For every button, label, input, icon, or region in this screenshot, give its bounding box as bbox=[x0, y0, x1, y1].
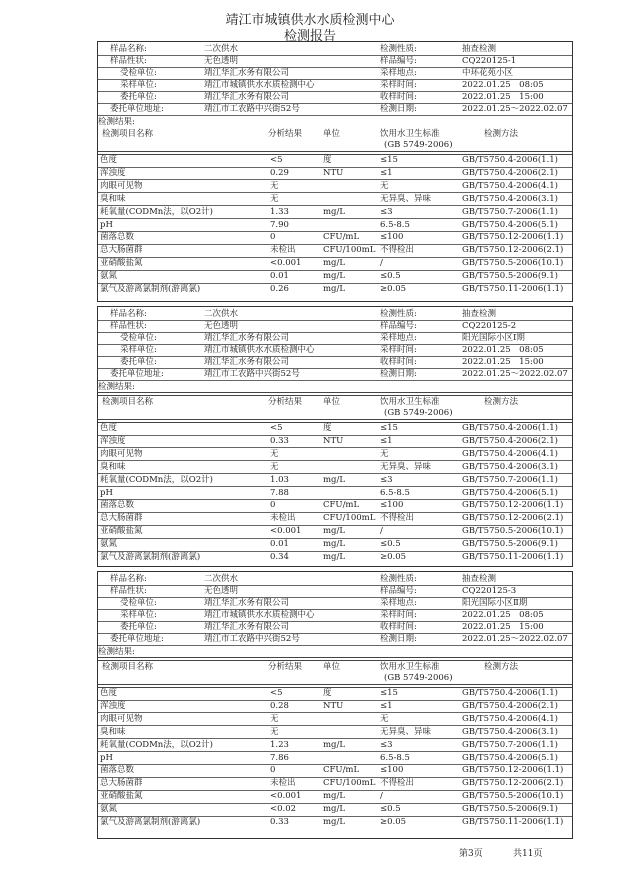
table-cell-method: GB/T5750.7-2006(1.1) bbox=[462, 739, 558, 750]
table-rule bbox=[98, 115, 572, 116]
info-value: 靖江华汇水务有限公司 bbox=[204, 357, 290, 367]
table-cell-method: GB/T5750.4-2006(3.1) bbox=[462, 461, 558, 472]
info-value: 2022.01.25 15:00 bbox=[462, 622, 544, 632]
table-cell-result: <5 bbox=[270, 688, 283, 698]
column-header: 单位 bbox=[323, 397, 341, 407]
table-cell-item: pH bbox=[100, 219, 113, 230]
table-cell-standard: 不得检出 bbox=[380, 245, 415, 256]
info-value: 靖江华汇水务有限公司 bbox=[204, 622, 290, 632]
table-cell-unit: CFU/mL bbox=[323, 500, 360, 511]
table-cell-item: 氨氮 bbox=[100, 804, 118, 815]
table-cell-method: GB/T5750.12-2006(2.1) bbox=[462, 513, 564, 524]
column-header: 分析结果 bbox=[268, 662, 303, 672]
table-cell-unit: mg/L bbox=[323, 552, 346, 562]
table-cell-item: 氯气及游离氯制剂(游离氯) bbox=[100, 284, 201, 294]
table-cell-method: GB/T5750.11-2006(1.1) bbox=[462, 284, 564, 294]
info-label: 样品编号: bbox=[380, 321, 417, 331]
table-cell-method: GB/T5750.11-2006(1.1) bbox=[462, 552, 564, 562]
table-cell-method: GB/T5750.4-2006(4.1) bbox=[462, 448, 558, 459]
column-header: (GB 5749-2006) bbox=[384, 408, 453, 418]
table-cell-method: GB/T5750.5-2006(10.1) bbox=[462, 526, 564, 537]
table-cell-method: GB/T5750.7-2006(1.1) bbox=[462, 206, 558, 217]
table-cell-method: GB/T5750.12-2006(1.1) bbox=[462, 500, 564, 511]
info-label: 采样时间: bbox=[380, 610, 417, 620]
table-cell-standard: 无 bbox=[380, 713, 389, 724]
table-cell-item: 总大肠菌群 bbox=[100, 778, 143, 789]
table-cell-unit: CFU/100mL bbox=[323, 778, 376, 789]
column-header: 检测方法 bbox=[484, 397, 519, 407]
info-value: 靖江市城镇供水水质检测中心 bbox=[204, 610, 315, 620]
table-cell-standard: 不得检出 bbox=[380, 513, 415, 524]
info-label: 委托单位地址: bbox=[110, 634, 164, 644]
report-title: 靖江市城镇供水水质检测中心 bbox=[225, 13, 395, 28]
table-cell-result: 无 bbox=[270, 726, 279, 737]
table-cell-item: 氨氮 bbox=[100, 539, 118, 550]
table-cell-standard: ≤0.5 bbox=[380, 271, 401, 282]
table-cell-standard: ≤1 bbox=[380, 167, 393, 178]
table-cell-item: 色度 bbox=[100, 155, 118, 165]
info-label: 样品性状: bbox=[110, 586, 147, 596]
info-label: 采样地点: bbox=[380, 333, 417, 343]
column-header: 检测方法 bbox=[484, 662, 519, 672]
info-value: 二次供水 bbox=[204, 309, 239, 319]
table-cell-unit: CFU/100mL bbox=[323, 245, 376, 256]
table-cell-unit: CFU/mL bbox=[323, 765, 360, 776]
table-cell-result: 1.33 bbox=[270, 206, 289, 217]
table-cell-item: 亚硝酸盐氮 bbox=[100, 526, 143, 537]
table-rule bbox=[98, 657, 572, 661]
info-label: 样品编号: bbox=[380, 56, 417, 66]
sample-block bbox=[97, 571, 573, 839]
table-cell-item: 氨氮 bbox=[100, 271, 118, 282]
table-cell-unit: mg/L bbox=[323, 526, 346, 537]
table-cell-item: 氯气及游离氯制剂(游离氯) bbox=[100, 552, 201, 562]
info-value: 靖江市城镇供水水质检测中心 bbox=[204, 345, 315, 355]
info-value: 2022.01.25 08:05 bbox=[462, 610, 544, 620]
table-cell-unit: mg/L bbox=[323, 284, 346, 294]
table-cell-item: 臭和味 bbox=[100, 461, 126, 472]
info-value: 靖江华汇水务有限公司 bbox=[204, 333, 290, 343]
table-cell-result: 无 bbox=[270, 448, 279, 459]
info-value: 阳光国际小区Ⅰ期 bbox=[462, 333, 525, 343]
table-cell-result: 1.23 bbox=[270, 739, 289, 750]
table-cell-result: 未检出 bbox=[270, 513, 296, 524]
column-header: 饮用水卫生标准 bbox=[380, 662, 440, 672]
info-value: 靖江华汇水务有限公司 bbox=[204, 598, 290, 608]
table-cell-unit: 度 bbox=[323, 423, 332, 433]
info-label: 样品编号: bbox=[380, 586, 417, 596]
info-value: 靖江华汇水务有限公司 bbox=[204, 92, 290, 102]
table-cell-result: 0 bbox=[270, 765, 276, 776]
table-cell-standard: ≤3 bbox=[380, 474, 393, 485]
table-cell-standard: 无 bbox=[380, 448, 389, 459]
table-cell-result: 无 bbox=[270, 180, 279, 191]
table-cell-result: 未检出 bbox=[270, 778, 296, 789]
table-cell-result: 无 bbox=[270, 713, 279, 724]
info-value: CQ220125-2 bbox=[462, 321, 517, 331]
column-header: (GB 5749-2006) bbox=[384, 140, 453, 150]
column-header: 检测项目名称 bbox=[102, 662, 154, 672]
table-cell-method: GB/T5750.12-2006(1.1) bbox=[462, 765, 564, 776]
table-cell-item: 菌落总数 bbox=[100, 500, 135, 511]
table-cell-result: 未检出 bbox=[270, 245, 296, 256]
column-header: (GB 5749-2006) bbox=[384, 673, 453, 683]
info-value: 二次供水 bbox=[204, 44, 239, 54]
table-cell-standard: ≤1 bbox=[380, 435, 393, 446]
column-header: 检测项目名称 bbox=[102, 397, 154, 407]
table-cell-method: GB/T5750.4-2006(5.1) bbox=[462, 752, 558, 763]
table-cell-unit: mg/L bbox=[323, 258, 346, 269]
table-cell-method: GB/T5750.4-2006(3.1) bbox=[462, 726, 558, 737]
info-label: 收样时间: bbox=[380, 92, 417, 102]
table-cell-standard: ≤15 bbox=[380, 423, 398, 433]
table-cell-item: 总大肠菌群 bbox=[100, 245, 143, 256]
info-value: 抽查检测 bbox=[462, 44, 497, 54]
table-cell-method: GB/T5750.5-2006(9.1) bbox=[462, 539, 558, 550]
table-cell-standard: / bbox=[380, 526, 383, 537]
table-cell-result: 0.26 bbox=[270, 284, 289, 294]
info-value: 2022.01.25 15:00 bbox=[462, 357, 544, 367]
results-label: 检测结果: bbox=[98, 117, 135, 127]
table-cell-method: GB/T5750.12-2006(2.1) bbox=[462, 778, 564, 789]
table-cell-result: <0.001 bbox=[270, 258, 302, 269]
table-cell-unit: mg/L bbox=[323, 791, 346, 802]
table-cell-standard: 不得检出 bbox=[380, 778, 415, 789]
table-cell-item: 菌落总数 bbox=[100, 765, 135, 776]
info-label: 样品名称: bbox=[110, 574, 147, 584]
info-value: 2022.01.25 15:00 bbox=[462, 92, 544, 102]
table-rule bbox=[98, 645, 572, 646]
table-cell-result: 0.28 bbox=[270, 700, 289, 711]
table-cell-item: 肉眼可见物 bbox=[100, 180, 143, 191]
table-cell-standard: ≤15 bbox=[380, 155, 398, 165]
table-cell-standard: ≥0.05 bbox=[380, 817, 407, 827]
table-cell-item: 浑浊度 bbox=[100, 435, 126, 446]
table-cell-result: 0.29 bbox=[270, 167, 289, 178]
info-label: 受检单位: bbox=[120, 598, 157, 608]
info-label: 采样时间: bbox=[380, 345, 417, 355]
info-label: 检测日期: bbox=[380, 369, 417, 379]
table-cell-result: 0.33 bbox=[270, 435, 289, 446]
table-cell-standard: ≥0.05 bbox=[380, 552, 407, 562]
table-cell-method: GB/T5750.5-2006(9.1) bbox=[462, 804, 558, 815]
table-cell-item: 臭和味 bbox=[100, 726, 126, 737]
table-cell-item: 耗氧量(CODMn法，以O2计) bbox=[100, 474, 213, 485]
info-value: 靖江市工农路中兴街52号 bbox=[204, 369, 300, 379]
info-label: 样品名称: bbox=[110, 309, 147, 319]
info-value: 2022.01.25～2022.02.07 bbox=[462, 369, 568, 379]
table-cell-method: GB/T5750.4-2006(5.1) bbox=[462, 219, 558, 230]
table-cell-unit: mg/L bbox=[323, 474, 346, 485]
info-label: 受检单位: bbox=[120, 333, 157, 343]
table-cell-unit: NTU bbox=[323, 700, 344, 711]
table-cell-unit: CFU/100mL bbox=[323, 513, 376, 524]
table-cell-standard: 无异臭、异味 bbox=[380, 726, 432, 737]
sample-block bbox=[97, 41, 573, 302]
info-value: 中环花苑小区 bbox=[462, 68, 514, 78]
table-cell-result: <5 bbox=[270, 423, 283, 433]
table-cell-item: 色度 bbox=[100, 423, 118, 433]
table-cell-standard: ≤3 bbox=[380, 206, 393, 217]
column-header: 单位 bbox=[323, 662, 341, 672]
table-cell-item: 菌落总数 bbox=[100, 232, 135, 243]
table-cell-item: pH bbox=[100, 487, 113, 498]
table-cell-unit: mg/L bbox=[323, 206, 346, 217]
table-cell-result: 0.34 bbox=[270, 552, 289, 562]
info-value: 阳光国际小区Ⅱ期 bbox=[462, 598, 528, 608]
table-cell-unit: mg/L bbox=[323, 539, 346, 550]
info-label: 收样时间: bbox=[380, 357, 417, 367]
table-cell-standard: 6.5-8.5 bbox=[380, 219, 410, 230]
table-cell-standard: ≤100 bbox=[380, 232, 404, 243]
page-number: 第3页 bbox=[459, 849, 483, 859]
info-label: 采样地点: bbox=[380, 68, 417, 78]
table-cell-standard: ≤15 bbox=[380, 688, 398, 698]
column-header: 分析结果 bbox=[268, 129, 303, 139]
info-label: 采样单位: bbox=[120, 80, 157, 90]
table-cell-method: GB/T5750.4-2006(2.1) bbox=[462, 167, 558, 178]
info-value: CQ220125-1 bbox=[462, 56, 517, 66]
table-cell-standard: ≤100 bbox=[380, 500, 404, 511]
info-label: 委托单位: bbox=[120, 622, 157, 632]
table-cell-method: GB/T5750.4-2006(2.1) bbox=[462, 700, 558, 711]
table-cell-item: 色度 bbox=[100, 688, 118, 698]
table-cell-unit: NTU bbox=[323, 167, 344, 178]
table-cell-result: 无 bbox=[270, 461, 279, 472]
table-cell-unit: NTU bbox=[323, 435, 344, 446]
table-cell-method: GB/T5750.4-2006(1.1) bbox=[462, 423, 558, 433]
table-cell-item: 肉眼可见物 bbox=[100, 713, 143, 724]
table-cell-result: 无 bbox=[270, 193, 279, 204]
table-cell-method: GB/T5750.4-2006(3.1) bbox=[462, 193, 558, 204]
info-label: 采样单位: bbox=[120, 610, 157, 620]
info-label: 检测性质: bbox=[380, 44, 417, 54]
table-cell-standard: 6.5-8.5 bbox=[380, 487, 410, 498]
column-header: 单位 bbox=[323, 129, 341, 139]
info-value: 2022.01.25 08:05 bbox=[462, 80, 544, 90]
info-value: 抽查检测 bbox=[462, 309, 497, 319]
table-cell-unit: mg/L bbox=[323, 804, 346, 815]
info-label: 委托单位: bbox=[120, 92, 157, 102]
table-cell-unit: mg/L bbox=[323, 817, 346, 827]
table-cell-result: 7.90 bbox=[270, 219, 289, 230]
table-cell-item: 耗氧量(CODMn法，以O2计) bbox=[100, 739, 213, 750]
table-cell-unit: mg/L bbox=[323, 739, 346, 750]
info-value: 靖江华汇水务有限公司 bbox=[204, 68, 290, 78]
table-cell-item: 耗氧量(CODMn法，以O2计) bbox=[100, 206, 213, 217]
page-total: 共11页 bbox=[513, 849, 543, 859]
info-value: 抽查检测 bbox=[462, 574, 497, 584]
table-cell-standard: 无异臭、异味 bbox=[380, 461, 432, 472]
column-header: 检测项目名称 bbox=[102, 129, 154, 139]
info-value: 无色透明 bbox=[204, 586, 239, 596]
table-cell-method: GB/T5750.5-2006(10.1) bbox=[462, 258, 564, 269]
table-cell-item: 氯气及游离氯制剂(游离氯) bbox=[100, 817, 201, 827]
info-label: 采样单位: bbox=[120, 345, 157, 355]
table-cell-item: pH bbox=[100, 752, 113, 763]
info-value: 无色透明 bbox=[204, 56, 239, 66]
table-cell-method: GB/T5750.4-2006(1.1) bbox=[462, 688, 558, 698]
table-cell-result: 7.86 bbox=[270, 752, 289, 763]
table-cell-item: 亚硝酸盐氮 bbox=[100, 791, 143, 802]
info-value: CQ220125-3 bbox=[462, 586, 517, 596]
table-cell-standard: ≤100 bbox=[380, 765, 404, 776]
table-cell-item: 亚硝酸盐氮 bbox=[100, 258, 143, 269]
table-cell-method: GB/T5750.4-2006(4.1) bbox=[462, 713, 558, 724]
table-cell-method: GB/T5750.4-2006(2.1) bbox=[462, 435, 558, 446]
table-cell-standard: 无异臭、异味 bbox=[380, 193, 432, 204]
report-subtitle: 检测报告 bbox=[283, 29, 336, 44]
table-cell-result: 1.03 bbox=[270, 474, 289, 485]
info-value: 无色透明 bbox=[204, 321, 239, 331]
table-cell-standard: ≤0.5 bbox=[380, 804, 401, 815]
table-cell-method: GB/T5750.12-2006(1.1) bbox=[462, 232, 564, 243]
table-rule bbox=[98, 380, 572, 381]
table-cell-result: 0 bbox=[270, 500, 276, 511]
info-value: 二次供水 bbox=[204, 574, 239, 584]
info-label: 采样时间: bbox=[380, 80, 417, 90]
table-cell-unit: 度 bbox=[323, 155, 332, 165]
column-header: 饮用水卫生标准 bbox=[380, 397, 440, 407]
info-label: 样品性状: bbox=[110, 321, 147, 331]
table-cell-result: 0.01 bbox=[270, 539, 289, 550]
info-value: 靖江市工农路中兴街52号 bbox=[204, 634, 300, 644]
info-label: 样品名称: bbox=[110, 44, 147, 54]
table-cell-standard: ≤3 bbox=[380, 739, 393, 750]
table-cell-standard: ≥0.05 bbox=[380, 284, 407, 294]
table-cell-item: 总大肠菌群 bbox=[100, 513, 143, 524]
results-label: 检测结果: bbox=[98, 382, 135, 392]
table-rule bbox=[98, 392, 572, 396]
table-cell-standard: 6.5-8.5 bbox=[380, 752, 410, 763]
table-cell-result: 0.33 bbox=[270, 817, 289, 827]
info-value: 靖江市工农路中兴街52号 bbox=[204, 104, 300, 114]
info-label: 委托单位地址: bbox=[110, 369, 164, 379]
table-cell-standard: ≤1 bbox=[380, 700, 393, 711]
table-cell-method: GB/T5750.4-2006(1.1) bbox=[462, 155, 558, 165]
table-cell-unit: CFU/mL bbox=[323, 232, 360, 243]
info-value: 靖江市城镇供水水质检测中心 bbox=[204, 80, 315, 90]
table-cell-result: 0.01 bbox=[270, 271, 289, 282]
table-cell-method: GB/T5750.4-2006(5.1) bbox=[462, 487, 558, 498]
info-label: 委托单位: bbox=[120, 357, 157, 367]
info-label: 收样时间: bbox=[380, 622, 417, 632]
table-cell-standard: / bbox=[380, 258, 383, 269]
info-label: 检测性质: bbox=[380, 309, 417, 319]
table-cell-result: <0.001 bbox=[270, 526, 302, 537]
table-cell-item: 浑浊度 bbox=[100, 167, 126, 178]
table-cell-method: GB/T5750.7-2006(1.1) bbox=[462, 474, 558, 485]
table-cell-item: 浑浊度 bbox=[100, 700, 126, 711]
table-cell-result: <0.02 bbox=[270, 804, 297, 815]
results-label: 检测结果: bbox=[98, 647, 135, 657]
info-label: 委托单位地址: bbox=[110, 104, 164, 114]
table-cell-unit: 度 bbox=[323, 688, 332, 698]
info-value: 2022.01.25～2022.02.07 bbox=[462, 104, 568, 114]
table-cell-item: 肉眼可见物 bbox=[100, 448, 143, 459]
table-cell-standard: ≤0.5 bbox=[380, 539, 401, 550]
table-cell-result: <0.001 bbox=[270, 791, 302, 802]
table-cell-result: <5 bbox=[270, 155, 283, 165]
table-cell-method: GB/T5750.5-2006(9.1) bbox=[462, 271, 558, 282]
table-cell-item: 臭和味 bbox=[100, 193, 126, 204]
table-cell-standard: / bbox=[380, 791, 383, 802]
table-cell-standard: 无 bbox=[380, 180, 389, 191]
table-cell-method: GB/T5750.5-2006(10.1) bbox=[462, 791, 564, 802]
column-header: 饮用水卫生标准 bbox=[380, 129, 440, 139]
table-cell-method: GB/T5750.4-2006(4.1) bbox=[462, 180, 558, 191]
info-value: 2022.01.25 08:05 bbox=[462, 345, 544, 355]
info-label: 受检单位: bbox=[120, 68, 157, 78]
column-header: 分析结果 bbox=[268, 397, 303, 407]
table-cell-method: GB/T5750.12-2006(2.1) bbox=[462, 245, 564, 256]
info-label: 检测日期: bbox=[380, 104, 417, 114]
sample-block bbox=[97, 306, 573, 567]
info-label: 样品性状: bbox=[110, 56, 147, 66]
info-label: 检测日期: bbox=[380, 634, 417, 644]
table-cell-result: 7.88 bbox=[270, 487, 289, 498]
column-header: 检测方法 bbox=[484, 129, 519, 139]
table-cell-result: 0 bbox=[270, 232, 276, 243]
table-cell-unit: mg/L bbox=[323, 271, 346, 282]
table-cell-method: GB/T5750.11-2006(1.1) bbox=[462, 817, 564, 827]
info-label: 检测性质: bbox=[380, 574, 417, 584]
info-value: 2022.01.25～2022.02.07 bbox=[462, 634, 568, 644]
info-label: 采样地点: bbox=[380, 598, 417, 608]
